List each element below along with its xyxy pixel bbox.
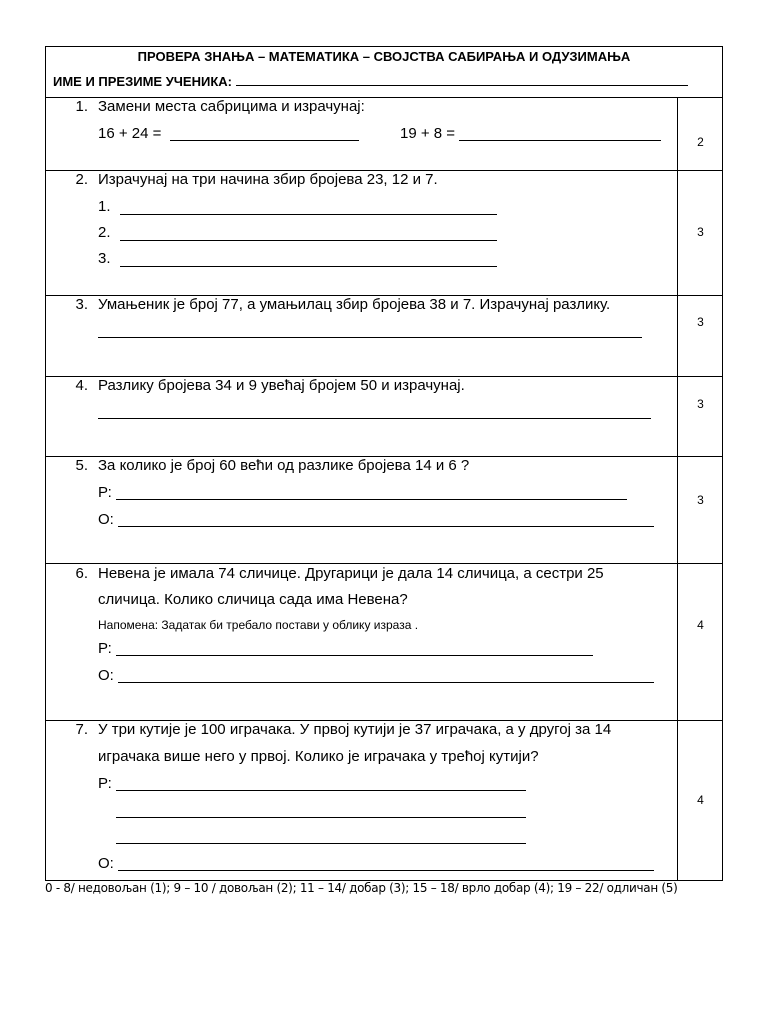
answer-line[interactable] [98, 337, 642, 338]
answer-line[interactable] [459, 140, 661, 141]
task-points: 2 [697, 135, 704, 149]
task-text: Замени места сабрицима и израчунај: [98, 98, 365, 115]
task-number: 7. [75, 721, 88, 738]
solution-line[interactable] [116, 499, 627, 500]
task-number: 3. [75, 296, 88, 313]
solution-label: Р: [98, 640, 112, 657]
row-separator [46, 563, 722, 564]
answer-line[interactable] [170, 140, 359, 141]
student-name-row [53, 73, 688, 90]
task-points: 4 [697, 618, 704, 632]
student-name-label: ИМЕ И ПРЕЗИМЕ УЧЕНИКА: [53, 74, 232, 89]
task-expression: 19 + 8 = [400, 125, 456, 142]
answer-line[interactable] [118, 682, 654, 683]
solution-line[interactable] [116, 817, 526, 818]
answer-line[interactable] [120, 214, 497, 215]
task-text: У три кутије је 100 играчака. У првој кутији је 37 играчака, а у другој за 14 [98, 721, 612, 738]
grading-scale: 0 - 8/ недовољан (1); 9 – 10 / довољан (2); 11 – 14/ добар (3); 15 – 18/ врло добар (4); 19 – 22/ одличан (5) [45, 881, 678, 895]
task-text: играчака више него у првој. Колико је играчака у трећој кутији? [98, 748, 539, 765]
task-text: Умањеник је број 77, а умањилац збир бројева 38 и 7. Израчунај разлику. [98, 296, 611, 313]
student-name-field[interactable] [236, 73, 688, 86]
task-number: 4. [75, 377, 88, 394]
test-title: ПРОВЕРА ЗНАЊА – МАТЕМАТИКА – СВОЈСТВА САБИРАЊА И ОДУЗИМАЊА [137, 49, 631, 64]
solution-line[interactable] [116, 843, 526, 844]
answer-line[interactable] [118, 526, 654, 527]
sub-item-number: 2. [98, 224, 111, 241]
task-points: 3 [697, 315, 704, 329]
answer-label: О: [98, 667, 114, 684]
task-note: Напомена: Задатак би требало постави у облику израза . [98, 618, 419, 632]
solution-label: Р: [98, 775, 112, 792]
task-number: 6. [75, 565, 88, 582]
task-text: Невена је имала 74 сличице. Другарици је дала 14 сличица, а сестри 25 [98, 565, 604, 582]
sub-item-number: 3. [98, 250, 111, 267]
sub-item-number: 1. [98, 198, 111, 215]
answer-line[interactable] [120, 266, 497, 267]
task-number: 1. [75, 98, 88, 115]
task-points: 3 [697, 225, 704, 239]
solution-line[interactable] [116, 655, 593, 656]
answer-line[interactable] [118, 870, 654, 871]
points-column-divider [677, 98, 678, 880]
task-points: 3 [697, 493, 704, 507]
task-text: сличица. Колико сличица сада има Невена? [98, 591, 408, 608]
answer-label: О: [98, 855, 114, 872]
task-text: За колико је број 60 већи од разлике бројева 14 и 6 ? [98, 457, 470, 474]
answer-line[interactable] [98, 418, 651, 419]
task-points: 4 [697, 793, 704, 807]
answer-label: О: [98, 511, 114, 528]
answer-line[interactable] [120, 240, 497, 241]
task-text: Израчунај на три начина збир бројева 23, 12 и 7. [98, 171, 438, 188]
task-number: 2. [75, 171, 88, 188]
task-expression: 16 + 24 = [98, 125, 162, 142]
task-text: Разлику бројева 34 и 9 увећај бројем 50 и израчунај. [98, 377, 465, 394]
solution-label: Р: [98, 484, 112, 501]
task-number: 5. [75, 457, 88, 474]
task-points: 3 [697, 397, 704, 411]
solution-line[interactable] [116, 790, 526, 791]
test-sheet [45, 46, 723, 881]
